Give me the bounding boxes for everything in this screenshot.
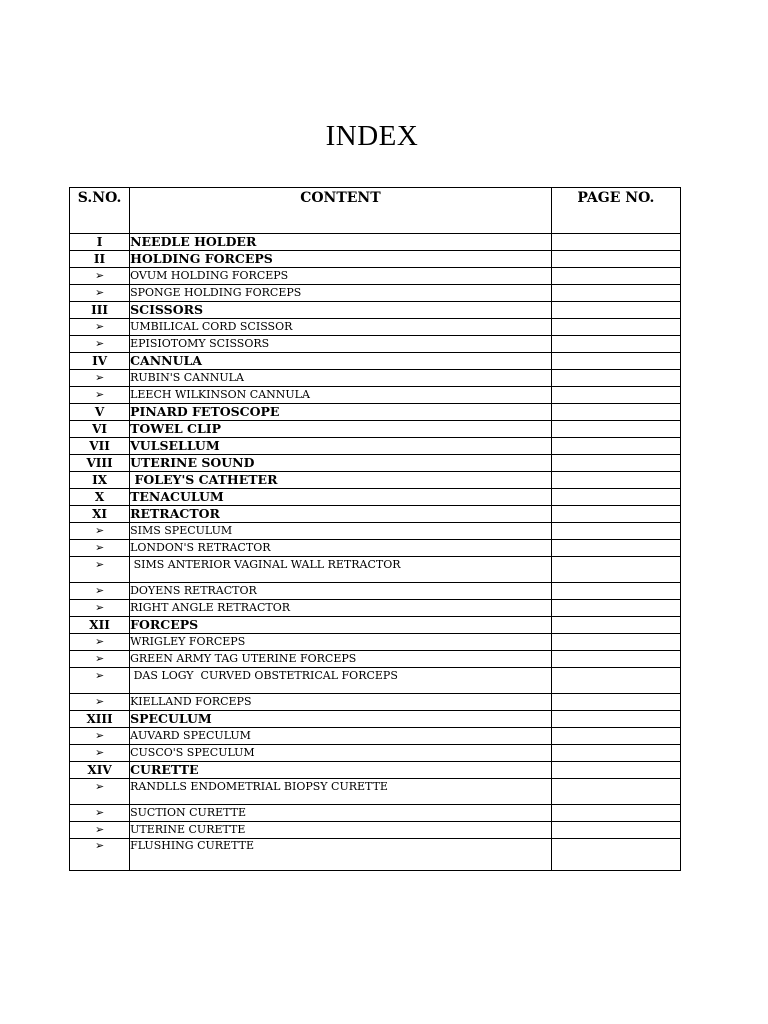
page-number [551,370,680,387]
subsection-item: SIMS ANTERIOR VAGINAL WALL RETRACTOR [130,557,552,583]
arrow-bullet-icon: ➢ [70,694,130,711]
page-number [551,728,680,745]
page-number [551,762,680,779]
arrow-bullet-icon: ➢ [70,583,130,600]
index-table [69,187,681,871]
subsection-item: RUBIN'S CANNULA [130,370,552,387]
page-number [551,387,680,404]
page-number [551,472,680,489]
section-title: HOLDING FORCEPS [130,251,552,268]
table-row [70,353,681,370]
arrow-bullet-icon: ➢ [70,557,130,583]
serial-number: III [70,302,130,319]
page-number [551,805,680,822]
subsection-item: UMBILICAL CORD SCISSOR [130,319,552,336]
table-header-row [70,188,681,234]
page-number [551,711,680,728]
page-number [551,319,680,336]
table-row [70,762,681,779]
page-number [551,268,680,285]
page-number [551,583,680,600]
section-title: CURETTE [130,762,552,779]
page-number [551,438,680,455]
arrow-bullet-icon: ➢ [70,319,130,336]
section-title: NEEDLE HOLDER [130,234,552,251]
subsection-item: RIGHT ANGLE RETRACTOR [130,600,552,617]
arrow-bullet-icon: ➢ [70,540,130,557]
table-row [70,839,681,871]
page-number [551,839,680,871]
page-number [551,336,680,353]
table-row [70,268,681,285]
section-title: TOWEL CLIP [130,421,552,438]
table-row [70,805,681,822]
serial-number: I [70,234,130,251]
serial-number: VIII [70,455,130,472]
arrow-bullet-icon: ➢ [70,600,130,617]
table-row [70,302,681,319]
index-rows [70,234,681,871]
table-row [70,711,681,728]
serial-number: VII [70,438,130,455]
page-number [551,634,680,651]
arrow-bullet-icon: ➢ [70,268,130,285]
arrow-bullet-icon: ➢ [70,839,130,871]
subsection-item: SPONGE HOLDING FORCEPS [130,285,552,302]
page-number [551,557,680,583]
table-row [70,728,681,745]
table-row [70,523,681,540]
page-number [551,745,680,762]
subsection-item: KIELLAND FORCEPS [130,694,552,711]
section-title: FOLEY'S CATHETER [130,472,552,489]
page-number [551,694,680,711]
table-row [70,694,681,711]
section-title: TENACULUM [130,489,552,506]
section-title: SPECULUM [130,711,552,728]
subsection-item: SUCTION CURETTE [130,805,552,822]
page-number [551,234,680,251]
subsection-item: UTERINE CURETTE [130,822,552,839]
page-number [551,668,680,694]
arrow-bullet-icon: ➢ [70,779,130,805]
page-number [551,353,680,370]
page-number [551,302,680,319]
page-number [551,506,680,523]
arrow-bullet-icon: ➢ [70,745,130,762]
serial-number: VI [70,421,130,438]
header-page-no: PAGE NO. [551,188,680,234]
serial-number: XII [70,617,130,634]
section-title: FORCEPS [130,617,552,634]
table-row [70,370,681,387]
serial-number: II [70,251,130,268]
page-number [551,251,680,268]
subsection-item: LONDON'S RETRACTOR [130,540,552,557]
table-row [70,404,681,421]
page-number [551,455,680,472]
subsection-item: AUVARD SPECULUM [130,728,552,745]
page-title: INDEX [325,120,419,152]
serial-number: XI [70,506,130,523]
arrow-bullet-icon: ➢ [70,805,130,822]
table-row [70,745,681,762]
subsection-item: EPISIOTOMY SCISSORS [130,336,552,353]
page-number [551,617,680,634]
arrow-bullet-icon: ➢ [70,387,130,404]
serial-number: X [70,489,130,506]
subsection-item: LEECH WILKINSON CANNULA [130,387,552,404]
arrow-bullet-icon: ➢ [70,370,130,387]
serial-number: V [70,404,130,421]
table-row [70,779,681,805]
subsection-item: RANDLLS ENDOMETRIAL BIOPSY CURETTE [130,779,552,805]
table-row [70,421,681,438]
subsection-item: FLUSHING CURETTE [130,839,552,871]
section-title: SCISSORS [130,302,552,319]
arrow-bullet-icon: ➢ [70,668,130,694]
table-row [70,617,681,634]
subsection-item: WRIGLEY FORCEPS [130,634,552,651]
table-row [70,583,681,600]
table-row [70,600,681,617]
section-title: PINARD FETOSCOPE [130,404,552,421]
arrow-bullet-icon: ➢ [70,651,130,668]
table-row [70,557,681,583]
arrow-bullet-icon: ➢ [70,822,130,839]
page-number [551,285,680,302]
table-row [70,387,681,404]
arrow-bullet-icon: ➢ [70,634,130,651]
header-sno: S.NO. [70,188,130,234]
table-row [70,489,681,506]
table-row [70,506,681,523]
section-title: RETRACTOR [130,506,552,523]
arrow-bullet-icon: ➢ [70,728,130,745]
subsection-item: DAS LOGY CURVED OBSTETRICAL FORCEPS [130,668,552,694]
section-title: UTERINE SOUND [130,455,552,472]
section-title: VULSELLUM [130,438,552,455]
table-row [70,822,681,839]
serial-number: XIV [70,762,130,779]
subsection-item: OVUM HOLDING FORCEPS [130,268,552,285]
arrow-bullet-icon: ➢ [70,285,130,302]
table-row [70,668,681,694]
table-row [70,251,681,268]
table-row [70,336,681,353]
table-row [70,438,681,455]
table-row [70,651,681,668]
page-number [551,540,680,557]
page-number [551,404,680,421]
header-content: CONTENT [130,188,552,234]
page-number [551,651,680,668]
table-row [70,472,681,489]
page-number [551,779,680,805]
arrow-bullet-icon: ➢ [70,523,130,540]
subsection-item: CUSCO'S SPECULUM [130,745,552,762]
subsection-item: GREEN ARMY TAG UTERINE FORCEPS [130,651,552,668]
page-number [551,822,680,839]
table-row [70,319,681,336]
section-title: CANNULA [130,353,552,370]
page-number [551,523,680,540]
table-row [70,634,681,651]
table-row [70,540,681,557]
arrow-bullet-icon: ➢ [70,336,130,353]
page-number [551,489,680,506]
table-row [70,285,681,302]
subsection-item: DOYENS RETRACTOR [130,583,552,600]
table-row [70,234,681,251]
table-row [70,455,681,472]
serial-number: IX [70,472,130,489]
page-number [551,600,680,617]
page-number [551,421,680,438]
serial-number: IV [70,353,130,370]
serial-number: XIII [70,711,130,728]
subsection-item: SIMS SPECULUM [130,523,552,540]
